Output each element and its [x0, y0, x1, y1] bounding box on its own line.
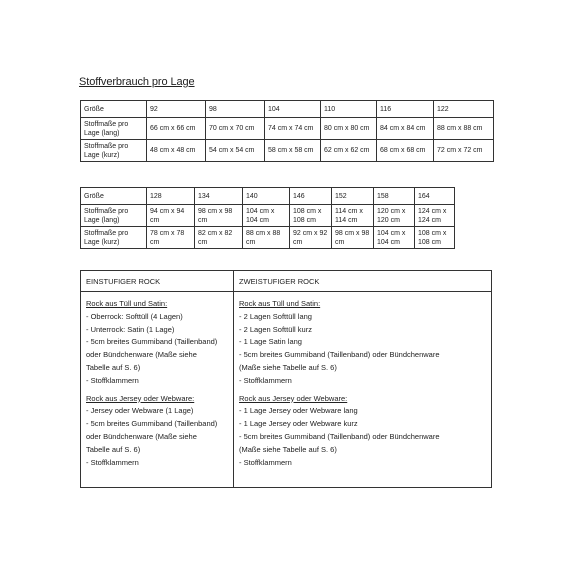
table-cell: 146	[290, 188, 332, 205]
table-cell: 164	[415, 188, 455, 205]
list-item: oder Bündchenware (Maße siehe	[86, 431, 197, 441]
table-cell: 98	[206, 101, 265, 118]
section-title: Rock aus Jersey oder Webware:	[86, 393, 195, 403]
table-cell: 110	[321, 101, 377, 118]
table-cell: 88 cm x 88 cm	[243, 227, 290, 249]
table-cell: 124 cm x 124 cm	[415, 205, 455, 227]
table-header-row	[81, 188, 455, 205]
list-item: Tabelle auf S. 6)	[86, 362, 141, 372]
list-item: - Unterrock: Satin (1 Lage)	[86, 324, 175, 334]
section-title: Rock aus Tüll und Satin:	[86, 299, 168, 308]
table-cell: 120 cm x 120 cm	[374, 205, 415, 227]
size-table-large	[80, 187, 455, 249]
list-item: oder Bündchenware (Maße siehe	[86, 350, 197, 360]
table-row	[81, 118, 494, 140]
table-row	[81, 227, 455, 249]
table-cell: 66 cm x 66 cm	[147, 118, 206, 140]
table-row	[81, 205, 455, 227]
materials-list-zweistufig	[239, 298, 440, 469]
table-cell: 72 cm x 72 cm	[434, 140, 494, 162]
list-item: - 2 Lagen Softtüll kurz	[239, 324, 312, 334]
page-title: Stoffverbrauch pro Lage	[79, 76, 195, 88]
list-item: - 5cm breites Gummiband (Taillenband)	[86, 337, 218, 347]
table-cell: 114 cm x 114 cm	[332, 205, 374, 227]
table-cell: 68 cm x 68 cm	[377, 140, 434, 162]
table-cell: Stoffmaße pro Lage (lang)	[81, 205, 147, 227]
table-cell: 108 cm x 108 cm	[290, 205, 332, 227]
table-cell: 58 cm x 58 cm	[265, 140, 321, 162]
table-cell: 128	[147, 188, 195, 205]
table-cell: 108 cm x 108 cm	[415, 227, 455, 249]
list-item: - Stoffklammern	[86, 375, 139, 385]
table-cell: 84 cm x 84 cm	[377, 118, 434, 140]
list-item: - Stoffklammern	[239, 457, 292, 467]
column-divider	[233, 271, 234, 487]
list-item: - Jersey oder Webware (1 Lage)	[86, 406, 194, 416]
list-item: - 1 Lage Jersey oder Webware lang	[239, 406, 358, 416]
list-item: - 1 Lage Satin lang	[239, 337, 302, 347]
list-item: Tabelle auf S. 6)	[86, 444, 141, 454]
table-cell: 92	[147, 101, 206, 118]
table-cell: 80 cm x 80 cm	[321, 118, 377, 140]
table-cell: 98 cm x 98 cm	[332, 227, 374, 249]
section-title: Rock aus Jersey oder Webware:	[239, 393, 348, 403]
list-item: - 5cm breites Gummiband (Taillenband) oder Bündchenware	[239, 431, 440, 441]
table-cell: 122	[434, 101, 494, 118]
table-cell: 88 cm x 88 cm	[434, 118, 494, 140]
list-item: - Oberrock: Softtüll (4 Lagen)	[86, 311, 183, 321]
table-cell: Stoffmaße pro Lage (kurz)	[81, 140, 147, 162]
table-cell: 104 cm x 104 cm	[243, 205, 290, 227]
materials-box	[80, 270, 492, 488]
table-cell: 152	[332, 188, 374, 205]
materials-list-einstufig	[86, 298, 217, 469]
section-title: Rock aus Tüll und Satin:	[239, 299, 321, 308]
header-divider	[81, 291, 491, 292]
list-item: (Maße siehe Tabelle auf S. 6)	[239, 444, 337, 454]
table-cell: Stoffmaße pro Lage (lang)	[81, 118, 147, 140]
table-cell: 116	[377, 101, 434, 118]
list-item: - Stoffklammern	[239, 375, 292, 385]
table-cell: Stoffmaße pro Lage (kurz)	[81, 227, 147, 249]
list-item: (Maße siehe Tabelle auf S. 6)	[239, 362, 337, 372]
table-cell: 104	[265, 101, 321, 118]
column-heading-zweistufig: ZWEISTUFIGER ROCK	[239, 277, 320, 286]
table-cell: 54 cm x 54 cm	[206, 140, 265, 162]
list-item: - 1 Lage Jersey oder Webware kurz	[239, 419, 358, 429]
table-cell: 74 cm x 74 cm	[265, 118, 321, 140]
table-cell: 48 cm x 48 cm	[147, 140, 206, 162]
table-cell: Größe	[81, 188, 147, 205]
list-item: - Stoffklammern	[86, 457, 139, 467]
table-cell: 158	[374, 188, 415, 205]
size-table-small	[80, 100, 494, 162]
table-cell: 78 cm x 78 cm	[147, 227, 195, 249]
list-item: - 5cm breites Gummiband (Taillenband) oder Bündchenware	[239, 350, 440, 360]
table-cell: 92 cm x 92 cm	[290, 227, 332, 249]
list-item: - 2 Lagen Softtüll lang	[239, 311, 312, 321]
table-cell: 98 cm x 98 cm	[195, 205, 243, 227]
list-item: - 5cm breites Gummiband (Taillenband)	[86, 419, 218, 429]
table-cell: Größe	[81, 101, 147, 118]
table-cell: 134	[195, 188, 243, 205]
table-cell: 70 cm x 70 cm	[206, 118, 265, 140]
table-cell: 94 cm x 94 cm	[147, 205, 195, 227]
table-cell: 82 cm x 82 cm	[195, 227, 243, 249]
table-cell: 140	[243, 188, 290, 205]
table-cell: 62 cm x 62 cm	[321, 140, 377, 162]
table-header-row	[81, 101, 494, 118]
table-row	[81, 140, 494, 162]
table-cell: 104 cm x 104 cm	[374, 227, 415, 249]
column-heading-einstufig: EINSTUFIGER ROCK	[86, 277, 161, 286]
